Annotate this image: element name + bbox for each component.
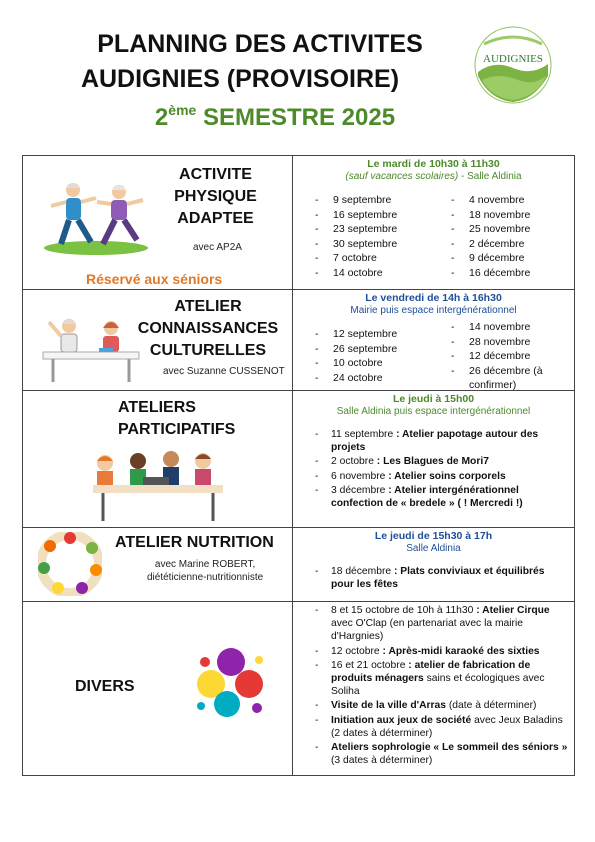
- date-item: - 9 septembre: [315, 193, 397, 208]
- date-item: - 4 novembre: [451, 193, 530, 208]
- dates-right: [451, 320, 571, 393]
- schedule-cell: [293, 156, 575, 290]
- group-workshop-icon: [83, 443, 233, 525]
- fruits-vegetables-icon: [38, 532, 102, 596]
- activity-title: ACTIVITE PHYSIQUE ADAPTEE: [174, 166, 257, 227]
- page-title-line1: PLANNING DES ACTIVITES: [97, 30, 423, 58]
- schedule-cell: [293, 290, 575, 391]
- seniors-exercising-icon: [41, 176, 151, 256]
- list-item: - Ateliers sophrologie « Le sommeil des séniors » (3 dates à déterminer): [293, 741, 570, 767]
- event-list: [293, 604, 574, 767]
- date-item: - 23 septembre: [315, 222, 397, 237]
- schedule-location: Mairie puis espace intergénérationnel: [350, 305, 517, 316]
- list-item: - 16 et 21 octobre : atelier de fabrication de produits ménagers sains et écologiques avec Soliha: [293, 659, 570, 699]
- activity-cell: [23, 528, 293, 602]
- schedule-location: Salle Aldinia puis espace intergénérationnel: [336, 406, 531, 417]
- page-title-line2: AUDIGNIES (PROVISOIRE): [80, 65, 400, 93]
- date-item: - 30 septembre: [315, 237, 397, 252]
- schedule-heading: Le jeudi à 15h00: [392, 393, 475, 405]
- activity-title: ATELIER NUTRITION: [115, 534, 274, 551]
- schedule-heading: Le mardi de 10h30 à 11h30: [367, 158, 500, 170]
- logo-text: AUDIGNIES: [483, 53, 543, 65]
- activity-cell: [23, 602, 293, 776]
- audignies-logo: [474, 26, 552, 104]
- activity-title: ATELIERS PARTICIPATIFS: [118, 399, 236, 438]
- activity-cell: [23, 391, 293, 528]
- date-item: - 18 novembre: [451, 208, 530, 223]
- date-item: - 2 décembre: [451, 237, 530, 252]
- schedule-cell: [293, 528, 575, 602]
- paint-splash-icon: [191, 642, 271, 722]
- date-item: - 28 novembre: [451, 335, 571, 350]
- table-row: [23, 156, 575, 290]
- date-item: - 24 octobre: [315, 371, 397, 386]
- date-item: - 14 octobre: [315, 266, 397, 281]
- activity-partner: avec Suzanne CUSSENOT: [163, 366, 285, 377]
- dates-left: [315, 327, 397, 385]
- page-subtitle: 2ème SEMESTRE 2025: [154, 102, 396, 131]
- date-item: - 14 novembre: [451, 320, 571, 335]
- activity-cell: [23, 156, 293, 290]
- date-item: - 12 septembre: [315, 327, 397, 342]
- schedule-cell: [293, 602, 575, 776]
- date-item: - 26 septembre: [315, 342, 397, 357]
- schedule-heading: Le jeudi de 15h30 à 17h: [374, 530, 493, 542]
- activity-partner: avec Marine ROBERT, diététicienne-nutritionniste: [147, 559, 264, 583]
- event-list: [293, 428, 574, 510]
- list-item: - 12 octobre : Après-midi karaoké des sixties: [293, 645, 570, 658]
- activity-partner: avec AP2A: [193, 242, 242, 253]
- date-item: - 10 octobre: [315, 356, 397, 371]
- list-item: - 18 décembre : Plats conviviaux et équilibrés pour les fêtes: [293, 565, 570, 591]
- list-item: - 6 novembre : Atelier soins corporels: [293, 470, 570, 483]
- event-list: [293, 565, 574, 591]
- list-item: - 3 décembre : Atelier intergénérationnel confection de « bredele » ( ! Mercredi !): [293, 484, 570, 510]
- date-item: - 26 décembre (à confirmer): [451, 364, 571, 393]
- activities-table: [22, 155, 575, 776]
- date-item: - 25 novembre: [451, 222, 530, 237]
- schedule-cell: [293, 391, 575, 528]
- list-item: - 2 octobre : Les Blagues de Mori7: [293, 455, 570, 468]
- activity-title: ATELIER CONNAISSANCES CULTURELLES: [137, 298, 279, 359]
- schedule-location: (sauf vacances scolaires) - Salle Aldinia: [345, 171, 522, 182]
- reserved-note: Réservé aux séniors: [86, 271, 223, 287]
- date-item: - 16 décembre: [451, 266, 530, 281]
- schedule-heading: Le vendredi de 14h à 16h30: [365, 292, 502, 304]
- list-item: - Visite de la ville d'Arras (date à déterminer): [293, 699, 570, 712]
- table-row: [23, 528, 575, 602]
- dates-left: [315, 193, 397, 280]
- schedule-location: Salle Aldinia: [406, 543, 461, 554]
- list-item: - Initiation aux jeux de société avec Jeux Baladins (2 dates à déterminer): [293, 714, 570, 740]
- list-item: - 11 septembre : Atelier papotage autour des projets: [293, 428, 570, 454]
- dates-right: [451, 193, 530, 280]
- activity-cell: [23, 290, 293, 391]
- activity-title: DIVERS: [75, 678, 135, 695]
- date-item: - 9 décembre: [451, 251, 530, 266]
- table-row: [23, 602, 575, 776]
- date-item: - 7 octobre: [315, 251, 397, 266]
- date-item: - 16 septembre: [315, 208, 397, 223]
- table-row: [23, 391, 575, 528]
- list-item: - 8 et 15 octobre de 10h à 11h30 : Atelier Cirque avec O'Clap (en partenariat avec la mairie d'Hargnies): [293, 604, 570, 644]
- table-row: [23, 290, 575, 391]
- date-item: - 12 décembre: [451, 349, 571, 364]
